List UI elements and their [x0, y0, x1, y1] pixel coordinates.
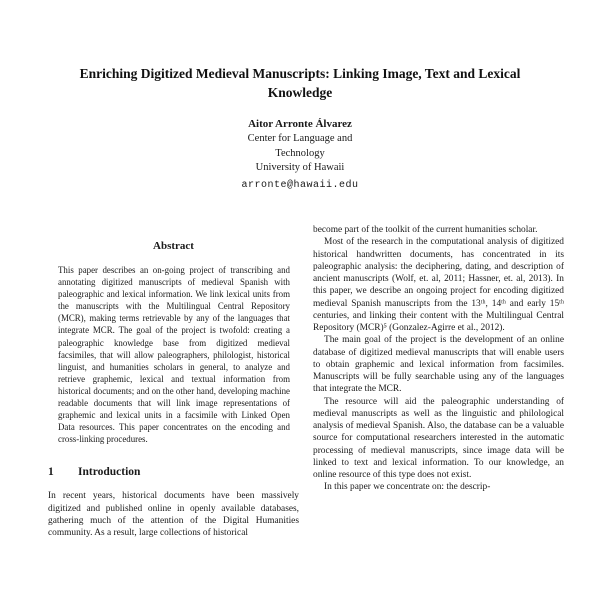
author-email: arronte@hawaii.edu	[241, 179, 359, 191]
section-title: Introduction	[78, 466, 141, 479]
author-affiliation-line: University of Hawaii	[255, 162, 345, 173]
paragraph: The main goal of the project is the development of an online database of digitized medieval manuscripts that will enable users to obtain graphemic and lexical information from facsimiles. Manuscripts will be fully searchable using any of the languages that integrate the MCR.	[313, 335, 564, 395]
section-heading-introduction	[48, 466, 299, 478]
paragraph: become part of the toolkit of the current humanities scholar.	[313, 225, 538, 235]
abstract-body: This paper describes an on-going project of transcribing and annotating digitized manuscripts of medieval Spanish with paleographic and lexical information. We link lexical units from the manuscripts with the Multilingual Central Repository (MCR), making terms retrievable by any of the languages that integrate MCR. The goal of the project is twofold: creating a paleographic knowledge base from digitized medieval facsimiles, that will allow paleographers, philologist, historical linguist, and humanities scholars in general, to analyze and retrieve graphemic, lexical and textual information from historical documents; and on the other hand, developing machine readable documents that will link image representations of graphemic and lexical units in a facsimile with Linked Open Data resources. This paper concentrates on the encoding and cross-linking procedures.	[58, 265, 290, 445]
author-name: Aitor Arronte Álvarez	[248, 118, 352, 130]
paragraph: In recent years, historical documents have been massively digitized and published online in openly available databases, gathering much of the attention of the Digital Humanities community. As a result, large collections of historical	[48, 491, 299, 539]
right-column	[313, 224, 564, 600]
section-number: 1	[48, 466, 54, 479]
two-column-body	[48, 224, 564, 600]
paper-title: Enriching Digitized Medieval Manuscripts: Linking Image, Text and Lexical Knowledge	[79, 66, 521, 101]
paragraph: Most of the research in the computational analysis of digitized historical handwritten documents, has concentrated in its paleographic analysis: the deciphering, dating, and description of ancient manuscripts (Wolf, et. al, 2011; Hassner, et. al, 2013). In this paper, we describe an ongoing project for encoding digitized medieval Spanish manuscripts from the 13ᵗʰ, 14ᵗʰ and early 15ᵗʰ centuries, and linking their content with the Multilingual Central Repository (MCR)⁵ (Gonzalez-Agirre et al., 2012).	[313, 237, 564, 333]
paragraph: The resource will aid the paleographic understanding of medieval manuscripts as well as the linguistic and philological analysis of medieval Spanish. Also, the database can be a valuable source for computational researchers interested in the automatic processing of medieval manuscripts, since image data will be linked to text and lexical information. To our knowledge, an online resource of this type does not exist.	[313, 396, 564, 480]
author-affiliation-line: Center for Language and	[247, 133, 353, 144]
author-affiliation-line: Technology	[275, 147, 325, 159]
paragraph: In this paper we concentrate on: the descrip-	[324, 482, 491, 493]
author-block	[150, 117, 450, 194]
abstract-heading: Abstract	[153, 240, 194, 252]
left-column	[48, 224, 299, 600]
